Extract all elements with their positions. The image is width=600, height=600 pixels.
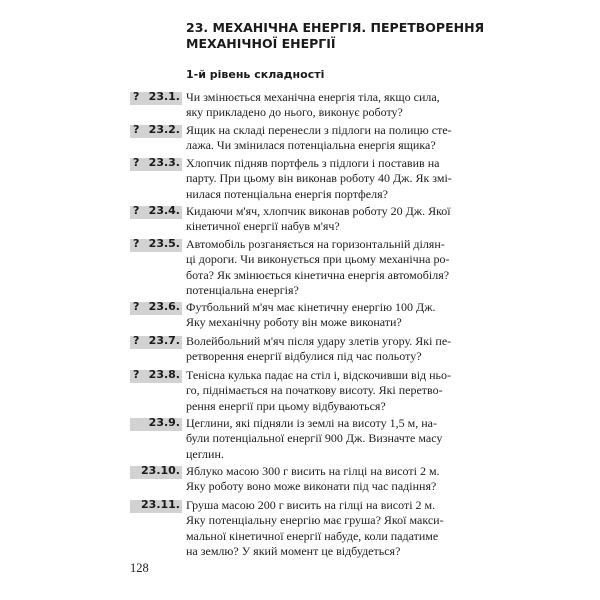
- problem-text: [186, 300, 476, 331]
- problem-text: [186, 123, 476, 154]
- problem-text-line: Волейбольний м'яч після удару злетів угору. Які пе-: [186, 334, 452, 348]
- question-mark-icon: ?: [133, 300, 140, 313]
- problem-text: [186, 237, 476, 298]
- problem-number: 23.2.: [148, 123, 180, 136]
- problem-text-line: Хлопчик підняв портфель з підлоги і поставив на: [186, 156, 440, 170]
- problem-text-line: Автомобіль розганяється на горизонтальній ділян-: [186, 237, 445, 251]
- problem-text-line: Яку потенціальну енергію має груша? Якої макси-: [186, 513, 444, 528]
- problem-number: 23.1.: [148, 90, 180, 103]
- problem-text-line: мальної кінетичної енергії набуде, коли падатиме: [186, 528, 439, 543]
- problem-text-line: яку прикладено до нього, виконує роботу?: [186, 105, 403, 120]
- problem-text: [186, 498, 476, 559]
- difficulty-level-heading: 1-й рівень складності: [186, 68, 325, 81]
- problem-text-line: Кидаючи м'яч, хлопчик виконав роботу 20 Дж. Якої: [186, 204, 451, 218]
- problem-text-line: ці дороги. Чи виконується при цьому механічна ро-: [186, 252, 450, 267]
- question-mark-icon: ?: [133, 204, 140, 217]
- question-mark-icon: ?: [133, 123, 140, 136]
- problem-text-line: нилася потенціальна енергія портфеля?: [186, 186, 388, 201]
- problem-text-line: бота? Як змінюється кінетична енергія автомобіля?: [186, 267, 450, 282]
- problem-text-line: го, піднімається на початкову висоту. Які перетво-: [186, 383, 443, 398]
- problem-text: [186, 90, 476, 121]
- problem-text-line: ретворення енергії відбулися під час польоту?: [186, 349, 422, 364]
- question-mark-icon: ?: [133, 90, 140, 103]
- problem-text-line: Ящик на складі перенесли з підлоги на полицю сте-: [186, 123, 452, 137]
- question-mark-icon: ?: [133, 368, 140, 381]
- problem-number: 23.8.: [148, 368, 180, 381]
- problem-text-line: потенціальна енергія?: [186, 282, 299, 297]
- problem-number: 23.10.: [141, 464, 180, 477]
- page-number: 128: [130, 561, 149, 575]
- problem-text-line: Яку механічну роботу він може виконати?: [186, 315, 402, 330]
- problem-number: 23.7.: [148, 334, 180, 347]
- problem-number: 23.5.: [148, 237, 180, 250]
- problem-number: 23.4.: [148, 204, 180, 217]
- problem-text: [186, 416, 476, 462]
- section-title-line-2: МЕХАНІЧНОЇ ЕНЕРГІЇ: [186, 36, 336, 51]
- problem-text-line: Тенісна кулька падає на стіл і, відскочивши від ньо-: [186, 368, 452, 382]
- problem-text-line: лажа. Чи змінилася потенціальна енергія ящика?: [186, 138, 436, 153]
- problem-number: 23.9.: [148, 416, 180, 429]
- problem-text: [186, 464, 476, 495]
- question-mark-icon: ?: [133, 156, 140, 169]
- question-mark-icon: ?: [133, 237, 140, 250]
- problem-text-line: Груша масою 200 г висить на гілці на висоті 2 м.: [186, 498, 436, 512]
- problem-text: [186, 334, 476, 365]
- problem-text-line: були потенціальної енергії 900 Дж. Визначте масу: [186, 431, 443, 446]
- section-title-line-1: 23. МЕХАНІЧНА ЕНЕРГІЯ. ПЕРЕТВОРЕННЯ: [186, 20, 485, 35]
- problem-text: [186, 204, 476, 235]
- problem-text-line: цеглин.: [186, 446, 224, 461]
- problem-text: [186, 368, 476, 414]
- problem-text: [186, 156, 476, 202]
- problem-text-line: Цеглини, які підняли із землі на висоту 1,5 м, на-: [186, 416, 437, 430]
- problem-text-line: кінетичної енергії набув м'яч?: [186, 219, 340, 234]
- section-title: [186, 20, 486, 52]
- problem-number: 23.6.: [148, 300, 180, 313]
- problem-text-line: Яблуко масою 300 г висить на гілці на висоті 2 м.: [186, 464, 440, 478]
- problem-text-line: Футбольний м'яч має кінетичну енергію 100 Дж.: [186, 300, 436, 314]
- question-mark-icon: ?: [133, 334, 140, 347]
- problem-number: 23.11.: [141, 498, 180, 511]
- problem-text-line: Яку роботу воно може виконати під час падіння?: [186, 479, 437, 494]
- problem-number: 23.3.: [148, 156, 180, 169]
- problem-text-line: Чи змінюється механічна енергія тіла, якщо сила,: [186, 90, 440, 104]
- problem-text-line: рення енергії при цьому відбуваються?: [186, 398, 386, 413]
- problem-text-line: на землю? У який момент це відбудеться?: [186, 543, 401, 558]
- problem-text-line: парту. При цьому він виконав роботу 40 Дж. Як змі-: [186, 171, 452, 186]
